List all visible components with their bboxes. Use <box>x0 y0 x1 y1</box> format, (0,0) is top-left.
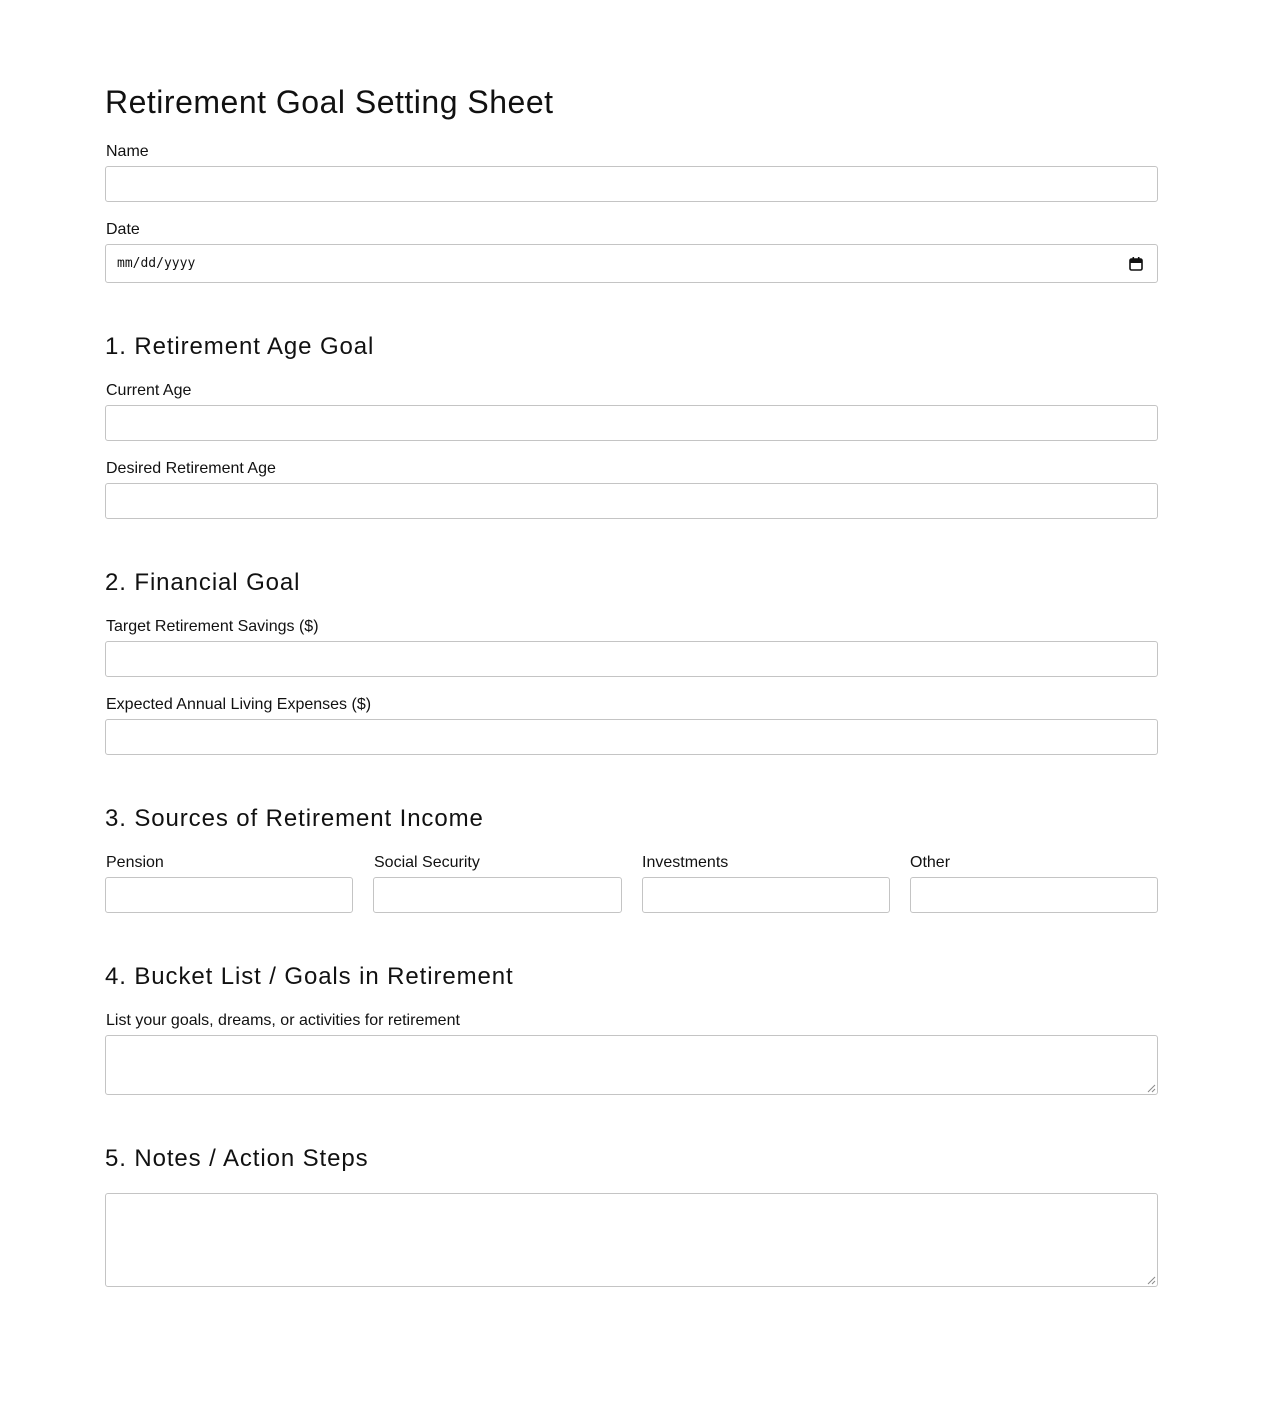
name-label: Name <box>106 143 149 160</box>
name-input[interactable] <box>105 166 1158 202</box>
investments-label: Investments <box>642 854 729 871</box>
current-age-input[interactable] <box>105 405 1158 441</box>
resize-handle-icon[interactable] <box>1147 1084 1156 1093</box>
other-income-input[interactable] <box>910 877 1158 913</box>
calendar-icon[interactable] <box>1128 256 1144 272</box>
section-heading-financial-goal: 2. Financial Goal <box>105 569 301 596</box>
other-income-label: Other <box>910 854 951 871</box>
desired-retirement-age-input[interactable] <box>105 483 1158 519</box>
social-security-label: Social Security <box>374 854 480 871</box>
investments-input[interactable] <box>642 877 890 913</box>
annual-expenses-label: Expected Annual Living Expenses ($) <box>106 696 372 713</box>
section-heading-retirement-age: 1. Retirement Age Goal <box>105 333 375 360</box>
bucket-list-label: List your goals, dreams, or activities for retirement <box>106 1012 460 1029</box>
target-savings-input[interactable] <box>105 641 1158 677</box>
date-placeholder: mm/dd/yyyy <box>117 256 196 271</box>
pension-input[interactable] <box>105 877 353 913</box>
bucket-list-textarea[interactable] <box>105 1035 1158 1095</box>
section-heading-bucket-list: 4. Bucket List / Goals in Retirement <box>105 963 514 990</box>
target-savings-label: Target Retirement Savings ($) <box>106 618 319 635</box>
current-age-label: Current Age <box>106 382 192 399</box>
annual-expenses-input[interactable] <box>105 719 1158 755</box>
pension-label: Pension <box>106 854 164 871</box>
date-input[interactable] <box>105 244 1158 283</box>
section-heading-income-sources: 3. Sources of Retirement Income <box>105 805 484 832</box>
resize-handle-icon[interactable] <box>1147 1276 1156 1285</box>
social-security-input[interactable] <box>373 877 622 913</box>
notes-textarea[interactable] <box>105 1193 1158 1287</box>
page-title: Retirement Goal Setting Sheet <box>105 84 554 120</box>
desired-retirement-age-label: Desired Retirement Age <box>106 460 276 477</box>
date-label: Date <box>106 221 140 238</box>
section-heading-notes: 5. Notes / Action Steps <box>105 1145 369 1172</box>
